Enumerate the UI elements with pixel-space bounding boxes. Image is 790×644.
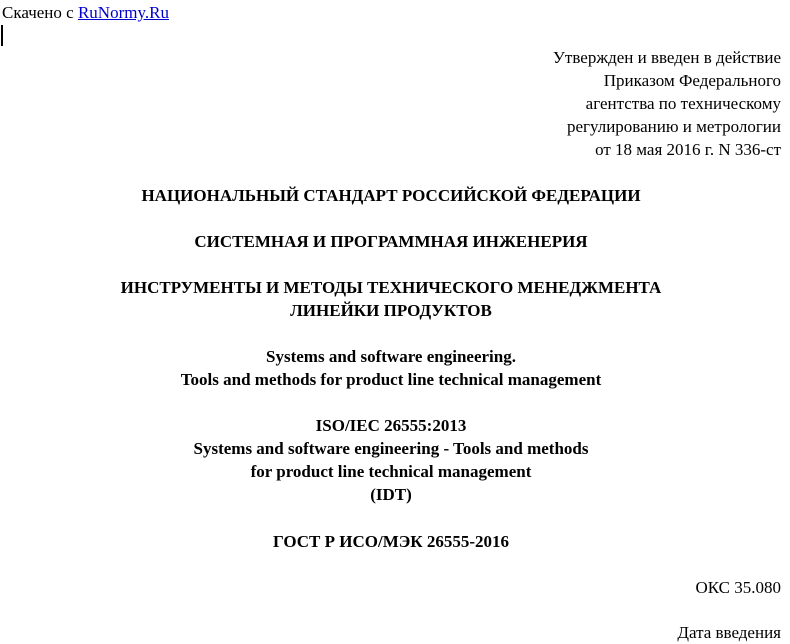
iso-title-line-1: Systems and software engineering - Tools and methods — [193, 439, 589, 458]
english-title-line-1: Systems and software engineering. — [266, 347, 516, 366]
series-title: СИСТЕМНАЯ И ПРОГРАММНАЯ ИНЖЕНЕРИЯ — [194, 232, 588, 251]
document-title-line-2: ЛИНЕЙКИ ПРОДУКТОВ — [290, 301, 492, 320]
gost-designation: ГОСТ Р ИСО/МЭК 26555-2016 — [272, 532, 510, 551]
identity-marker: (IDT) — [370, 485, 412, 504]
download-source-line — [2, 1, 169, 24]
runormy-link[interactable]: RuNormy.Ru — [77, 3, 169, 22]
iso-number: ISO/IEC 26555:2013 — [315, 416, 467, 435]
oks-code: ОКС 35.080 — [695, 578, 781, 597]
approval-line: Утвержден и введен в действие — [552, 48, 781, 67]
approval-line: от 18 мая 2016 г. N 336-ст — [595, 140, 781, 159]
standard-type-title: НАЦИОНАЛЬНЫЙ СТАНДАРТ РОССИЙСКОЙ ФЕДЕРАЦИИ — [141, 186, 641, 205]
intro-date-label: Дата введения — [677, 623, 781, 642]
iso-title-line-2: for product line technical management — [250, 462, 532, 481]
approval-line: агентства по техническому — [585, 94, 781, 113]
english-title-line-2: Tools and methods for product line technical management — [180, 370, 602, 389]
approval-line: Приказом Федерального — [603, 71, 781, 90]
approval-line: регулированию и метрологии — [566, 117, 781, 136]
document-title-line-1: ИНСТРУМЕНТЫ И МЕТОДЫ ТЕХНИЧЕСКОГО МЕНЕДЖМЕНТА — [120, 278, 662, 297]
approval-block — [553, 46, 781, 161]
text-cursor — [1, 25, 3, 46]
download-prefix: Скачено с — [2, 3, 74, 22]
